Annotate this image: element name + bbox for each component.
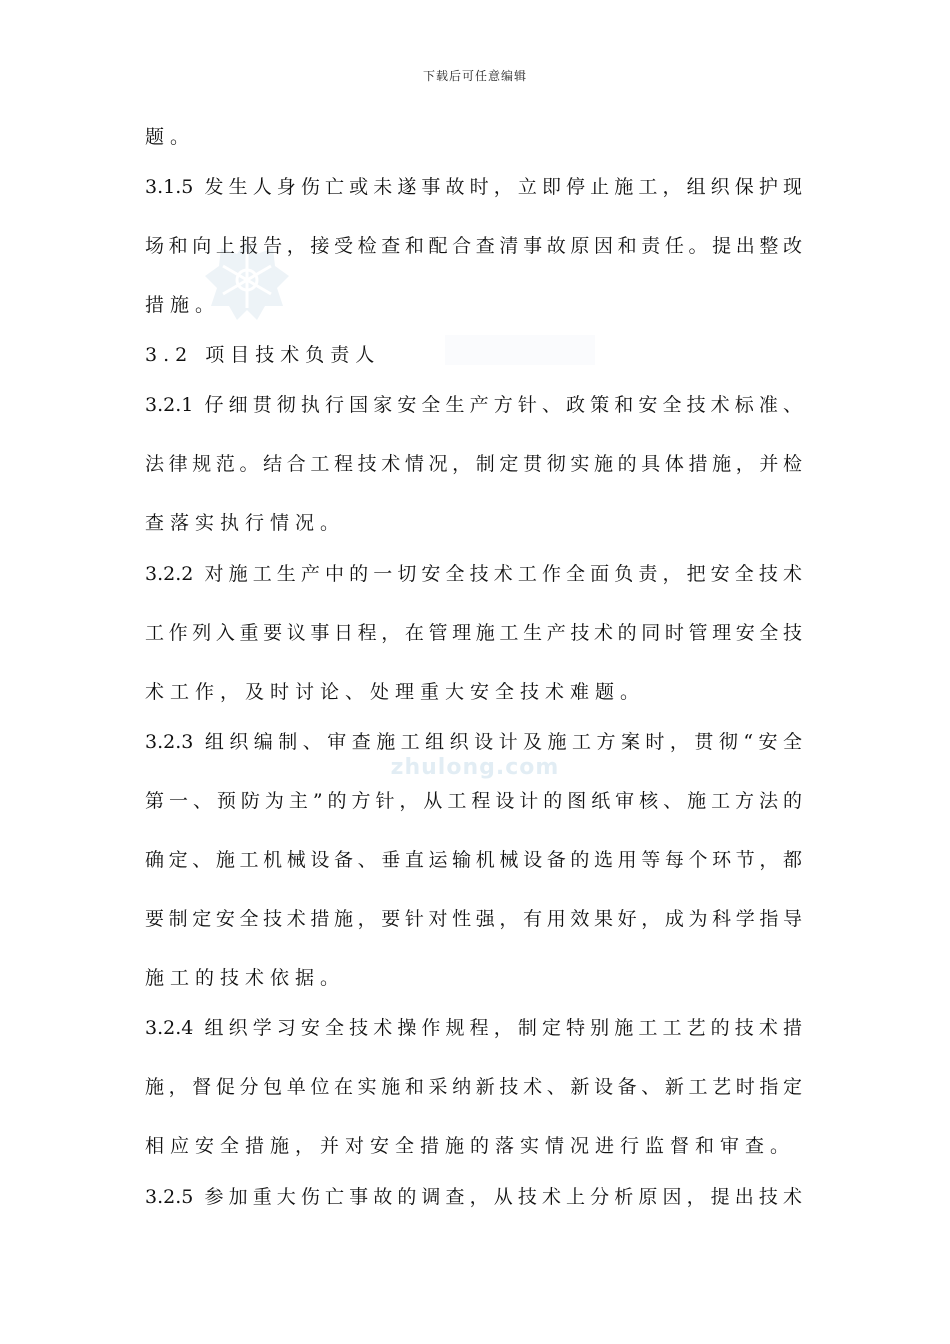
page-header: 下载后可任意编辑 [422, 69, 527, 83]
text-line-3: 场和向上报告，接受检查和配合查清事故原因和责任。提出整改 [145, 235, 802, 257]
text-line-16: 施工的技术依据。 [145, 967, 346, 989]
text-line-18: 施，督促分包单位在实施和采纳新技术、新设备、新工艺时指定 [145, 1076, 802, 1098]
text-line-7: 法律规范。结合工程技术情况，制定贯彻实施的具体措施，并检 [145, 453, 802, 475]
section-heading-3-2: 3.2 项目技术负责人 [145, 344, 381, 366]
faint-watermark-box [445, 335, 595, 365]
text-line-11: 术工作，及时讨论、处理重大安全技术难题。 [145, 681, 646, 703]
text-line-19: 相应安全措施，并对安全措施的落实情况进行监督和审查。 [145, 1135, 796, 1157]
text-line-2: 3.1.5 发生人身伤亡或未遂事故时，立即停止施工，组织保护现 [145, 176, 802, 198]
text-line-14: 确定、施工机械设备、垂直运输机械设备的选用等每个环节，都 [145, 849, 802, 871]
text-line-10: 工作列入重要议事日程，在管理施工生产技术的同时管理安全技 [145, 622, 802, 644]
text-line-12: 3.2.3 组织编制、审查施工组织设计及施工方案时，贯彻“安全 [145, 731, 802, 753]
text-line-8: 查落实执行情况。 [145, 512, 346, 534]
text-line-17: 3.2.4 组织学习安全技术操作规程，制定特别施工工艺的技术措 [145, 1017, 802, 1039]
text-line-13: 第一、预防为主”的方针，从工程设计的图纸审核、施工方法的 [145, 790, 802, 812]
zhulong-watermark: zhulong.com [390, 755, 560, 780]
text-line-4: 措施。 [145, 294, 221, 316]
text-line-20: 3.2.5 参加重大伤亡事故的调查，从技术上分析原因，提出技术 [145, 1186, 802, 1208]
text-line-15: 要制定安全技术措施，要针对性强，有用效果好，成为科学指导 [145, 908, 802, 930]
text-line-1: 题。 [145, 126, 196, 148]
text-line-9: 3.2.2 对施工生产中的一切安全技术工作全面负责，把安全技术 [145, 563, 802, 585]
text-line-6: 3.2.1 仔细贯彻执行国家安全生产方针、政策和安全技术标准、 [145, 394, 802, 416]
